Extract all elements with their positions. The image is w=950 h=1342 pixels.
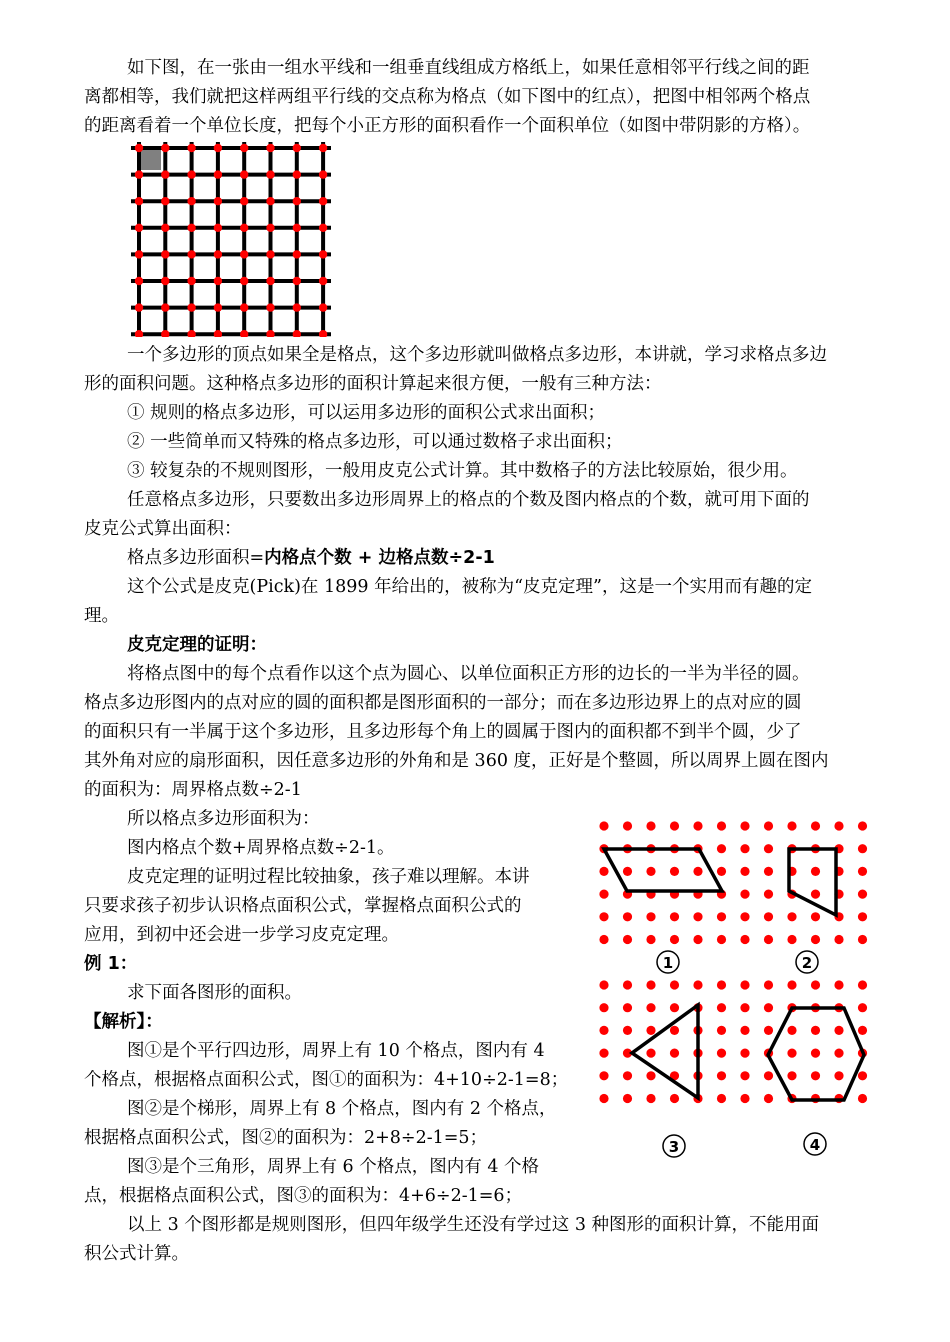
lattice-dot bbox=[764, 821, 773, 830]
lattice-dot bbox=[717, 1003, 726, 1012]
lattice-dot bbox=[764, 980, 773, 989]
proof-line-4: 其外角对应的扇形面积，因任意多边形的外角和是 360 度，正好是个整圆，所以周界上圆在图内 bbox=[84, 751, 829, 771]
lattice-dot bbox=[599, 980, 608, 989]
lattice-point bbox=[319, 250, 327, 258]
analysis-2a: 图②是个梯形，周界上有 8 个格点，图内有 2 个格点， bbox=[127, 1099, 557, 1119]
lattice-point bbox=[319, 144, 327, 152]
lattice-dot bbox=[599, 890, 608, 899]
lattice-dot bbox=[717, 844, 726, 853]
lattice-point bbox=[293, 197, 301, 205]
lattice-dot bbox=[717, 912, 726, 921]
method-1: ① 规则的格点多边形，可以运用多边形的面积公式求出面积； bbox=[127, 403, 606, 423]
lattice-point bbox=[135, 250, 143, 258]
lattice-point bbox=[293, 277, 301, 285]
lattice-dot bbox=[670, 1049, 679, 1058]
grid-diagram bbox=[131, 142, 331, 337]
lattice-dot bbox=[858, 935, 867, 944]
analysis-1a: 图①是个平行四边形，周界上有 10 个格点，图内有 4 bbox=[127, 1041, 545, 1061]
lattice-dot bbox=[787, 980, 796, 989]
lattice-point bbox=[187, 144, 195, 152]
proof-line-2: 格点多边形图内的点对应的圆的面积都是图形面积的一部分；而在多边形边界上的点对应的圆 bbox=[84, 693, 802, 713]
lattice-dot bbox=[858, 1003, 867, 1012]
lattice-point bbox=[161, 170, 169, 178]
pick-history-line-1: 这个公式是皮克(Pick)在 1899 年给出的，被称为“皮克定理”，这是一个实用而有趣的定 bbox=[127, 577, 812, 597]
lattice-dot bbox=[787, 1071, 796, 1080]
lattice-dot bbox=[599, 912, 608, 921]
lattice-dot bbox=[787, 821, 796, 830]
lattice-dot bbox=[646, 1003, 655, 1012]
lattice-point bbox=[319, 277, 327, 285]
lattice-dot bbox=[811, 980, 820, 989]
lattice-dot bbox=[670, 821, 679, 830]
lattice-point bbox=[214, 170, 222, 178]
dot-grid-figures bbox=[592, 808, 882, 1170]
lattice-dot bbox=[811, 1071, 820, 1080]
lattice-dot bbox=[740, 867, 749, 876]
method-2: ② 一些简单而又特殊的格点多边形，可以通过数格子求出面积； bbox=[127, 432, 623, 452]
figure-1-label bbox=[657, 951, 679, 973]
lattice-point bbox=[240, 144, 248, 152]
analysis-2b: 根据格点面积公式，图②的面积为：2+8÷2-1=5； bbox=[84, 1128, 488, 1148]
para-2-line-2: 形的面积问题。这种格点多边形的面积计算起来很方便，一般有三种方法： bbox=[84, 374, 662, 394]
lattice-point bbox=[161, 277, 169, 285]
lattice-dot bbox=[740, 912, 749, 921]
lattice-dot bbox=[764, 1003, 773, 1012]
proof-line-3: 的面积只有一半属于这个多边形，且多边形每个角上的圆属于图内的面积都不到半个圆，少了 bbox=[84, 722, 802, 742]
lattice-point bbox=[266, 224, 274, 232]
lattice-dot bbox=[646, 1094, 655, 1103]
lattice-dot bbox=[670, 912, 679, 921]
lattice-point bbox=[319, 303, 327, 311]
note-line-3: 应用，到初中还会进一步学习皮克定理。 bbox=[84, 925, 399, 945]
lattice-point bbox=[319, 170, 327, 178]
lattice-point bbox=[161, 303, 169, 311]
lattice-dot bbox=[693, 821, 702, 830]
lattice-dot bbox=[623, 821, 632, 830]
lattice-dot bbox=[646, 1026, 655, 1035]
lattice-dot bbox=[693, 935, 702, 944]
lattice-dot bbox=[740, 1026, 749, 1035]
lattice-point bbox=[293, 144, 301, 152]
lattice-dot bbox=[623, 1026, 632, 1035]
lattice-dot bbox=[670, 935, 679, 944]
lattice-dot bbox=[623, 935, 632, 944]
lattice-point bbox=[293, 330, 301, 337]
lattice-dot bbox=[693, 912, 702, 921]
lattice-point bbox=[240, 197, 248, 205]
lattice-dot bbox=[858, 844, 867, 853]
figure-3-triangle bbox=[632, 1005, 698, 1098]
lattice-point bbox=[214, 224, 222, 232]
lattice-dot bbox=[834, 1026, 843, 1035]
lattice-point bbox=[319, 224, 327, 232]
para-3-line-2: 皮克公式算出面积： bbox=[84, 519, 242, 539]
lattice-dot bbox=[764, 912, 773, 921]
lattice-dot bbox=[717, 821, 726, 830]
proof-line-6: 所以格点多边形面积为： bbox=[127, 809, 320, 829]
pick-history-line-2: 理。 bbox=[84, 606, 119, 626]
lattice-dot bbox=[599, 1071, 608, 1080]
lattice-point bbox=[187, 224, 195, 232]
lattice-point bbox=[266, 277, 274, 285]
lattice-dot bbox=[811, 821, 820, 830]
lattice-point bbox=[240, 330, 248, 337]
lattice-dot bbox=[717, 1026, 726, 1035]
method-3: ③ 较复杂的不规则图形，一般用皮克公式计算。其中数格子的方法比较原始，很少用。 bbox=[127, 461, 798, 481]
lattice-dot bbox=[646, 821, 655, 830]
lattice-dot bbox=[811, 867, 820, 876]
lattice-point bbox=[135, 330, 143, 337]
lattice-dot bbox=[858, 912, 867, 921]
lattice-dot bbox=[764, 844, 773, 853]
svg-text:3: 3 bbox=[668, 1138, 680, 1156]
para-2-line-1: 一个多边形的顶点如果全是格点，这个多边形就叫做格点多边形，本讲就，学习求格点多边 bbox=[127, 345, 827, 365]
lattice-dot bbox=[858, 980, 867, 989]
lattice-dot bbox=[858, 1094, 867, 1103]
note-line-2: 只要求孩子初步认识格点面积公式，掌握格点面积公式的 bbox=[84, 896, 522, 916]
lattice-point bbox=[187, 330, 195, 337]
proof-line-5: 的面积为：周界格点数÷2-1 bbox=[84, 780, 302, 800]
lattice-dot bbox=[646, 912, 655, 921]
figure-2-label bbox=[796, 951, 818, 973]
lattice-dot bbox=[787, 912, 796, 921]
lattice-dot bbox=[599, 867, 608, 876]
lattice-point bbox=[293, 303, 301, 311]
proof-heading: 皮克定理的证明： bbox=[127, 635, 267, 655]
analysis-heading: 【解析】： bbox=[84, 1012, 163, 1032]
svg-text:1: 1 bbox=[662, 954, 674, 972]
lattice-dot bbox=[599, 935, 608, 944]
lattice-point bbox=[214, 303, 222, 311]
lattice-point bbox=[187, 197, 195, 205]
formula-body: 内格点个数 + 边格点数÷2-1 bbox=[264, 548, 495, 568]
lattice-dot bbox=[764, 890, 773, 899]
lattice-dot bbox=[717, 1094, 726, 1103]
example-heading: 例 1： bbox=[84, 954, 138, 974]
lattice-dot bbox=[740, 821, 749, 830]
lattice-dot bbox=[834, 1049, 843, 1058]
lattice-dot bbox=[670, 980, 679, 989]
lattice-point bbox=[240, 303, 248, 311]
lattice-dot bbox=[740, 844, 749, 853]
conclusion-line-1: 以上 3 个图形都是规则图形，但四年级学生还没有学过这 3 种图形的面积计算，不能用面 bbox=[127, 1215, 820, 1235]
lattice-dot bbox=[834, 935, 843, 944]
analysis-3a: 图③是个三角形，周界上有 6 个格点，图内有 4 个格 bbox=[127, 1157, 540, 1177]
analysis-1b: 个格点，根据格点面积公式，图①的面积为：4+10÷2-1=8； bbox=[84, 1070, 569, 1090]
lattice-point bbox=[161, 224, 169, 232]
lattice-dot bbox=[646, 867, 655, 876]
lattice-point bbox=[214, 197, 222, 205]
lattice-point bbox=[240, 250, 248, 258]
figure-3-label bbox=[663, 1135, 685, 1157]
lattice-point bbox=[266, 250, 274, 258]
lattice-point bbox=[266, 197, 274, 205]
formula-prefix: 格点多边形面积= bbox=[127, 548, 265, 568]
lattice-dot bbox=[811, 1049, 820, 1058]
figure-4-label bbox=[804, 1133, 826, 1155]
lattice-dot bbox=[811, 1026, 820, 1035]
lattice-dot bbox=[764, 1094, 773, 1103]
lattice-dot bbox=[764, 1071, 773, 1080]
lattice-point bbox=[293, 170, 301, 178]
lattice-point bbox=[161, 197, 169, 205]
lattice-dot bbox=[740, 1094, 749, 1103]
lattice-dot bbox=[646, 1049, 655, 1058]
lattice-dot bbox=[717, 867, 726, 876]
conclusion-line-2: 积公式计算。 bbox=[84, 1244, 189, 1264]
lattice-dot bbox=[811, 935, 820, 944]
lattice-dot bbox=[787, 935, 796, 944]
lattice-dot bbox=[693, 980, 702, 989]
lattice-point bbox=[293, 250, 301, 258]
shaded-unit-square bbox=[139, 148, 161, 170]
lattice-dot bbox=[834, 980, 843, 989]
lattice-dot bbox=[623, 980, 632, 989]
lattice-point bbox=[214, 330, 222, 337]
note-line-1: 皮克定理的证明过程比较抽象，孩子难以理解。本讲 bbox=[127, 867, 530, 887]
lattice-point bbox=[319, 197, 327, 205]
lattice-dot bbox=[787, 1026, 796, 1035]
analysis-3b: 点，根据格点面积公式，图③的面积为：4+6÷2-1=6； bbox=[84, 1186, 523, 1206]
lattice-dot bbox=[646, 1071, 655, 1080]
lattice-point bbox=[135, 197, 143, 205]
lattice-point bbox=[214, 144, 222, 152]
lattice-point bbox=[187, 250, 195, 258]
lattice-point bbox=[266, 170, 274, 178]
lattice-dot bbox=[787, 1049, 796, 1058]
lattice-dot bbox=[858, 867, 867, 876]
lattice-point bbox=[266, 144, 274, 152]
lattice-dot bbox=[834, 821, 843, 830]
lattice-point bbox=[240, 170, 248, 178]
lattice-dot bbox=[670, 1094, 679, 1103]
lattice-dot bbox=[670, 1026, 679, 1035]
intro-line-1: 如下图，在一张由一组水平线和一组垂直线组成方格纸上，如果任意相邻平行线之间的距 bbox=[127, 58, 810, 78]
lattice-dot bbox=[717, 1049, 726, 1058]
lattice-dot bbox=[623, 867, 632, 876]
lattice-dot bbox=[599, 1049, 608, 1058]
svg-text:4: 4 bbox=[809, 1136, 821, 1154]
lattice-dot bbox=[764, 867, 773, 876]
proof-line-1: 将格点图中的每个点看作以这个点为圆心、以单位面积正方形的边长的一半为半径的圆。 bbox=[127, 664, 810, 684]
lattice-dot bbox=[623, 1003, 632, 1012]
lattice-dot bbox=[717, 935, 726, 944]
lattice-point bbox=[214, 277, 222, 285]
lattice-point bbox=[266, 303, 274, 311]
lattice-point bbox=[240, 277, 248, 285]
lattice-dot bbox=[670, 867, 679, 876]
figure-1-parallelogram bbox=[604, 849, 722, 891]
lattice-dot bbox=[740, 1003, 749, 1012]
lattice-point bbox=[293, 224, 301, 232]
lattice-dot bbox=[599, 1003, 608, 1012]
lattice-dot bbox=[717, 1071, 726, 1080]
lattice-dot bbox=[764, 1026, 773, 1035]
lattice-dot bbox=[858, 821, 867, 830]
lattice-dot bbox=[764, 935, 773, 944]
lattice-dot bbox=[740, 980, 749, 989]
lattice-point bbox=[135, 277, 143, 285]
lattice-point bbox=[135, 224, 143, 232]
lattice-dot bbox=[599, 1094, 608, 1103]
lattice-point bbox=[135, 303, 143, 311]
lattice-point bbox=[135, 144, 143, 152]
lattice-dot bbox=[858, 890, 867, 899]
lattice-dot bbox=[599, 821, 608, 830]
lattice-point bbox=[214, 250, 222, 258]
lattice-dot bbox=[740, 1071, 749, 1080]
figure-2-trapezoid bbox=[789, 849, 836, 915]
lattice-dot bbox=[811, 912, 820, 921]
lattice-point bbox=[319, 330, 327, 337]
lattice-dot bbox=[740, 935, 749, 944]
lattice-point bbox=[135, 170, 143, 178]
svg-text:2: 2 bbox=[801, 954, 813, 972]
lattice-dot bbox=[693, 867, 702, 876]
lattice-point bbox=[266, 330, 274, 337]
lattice-point bbox=[187, 170, 195, 178]
lattice-dot bbox=[599, 1026, 608, 1035]
lattice-dot bbox=[623, 912, 632, 921]
lattice-point bbox=[187, 277, 195, 285]
lattice-dot bbox=[811, 890, 820, 899]
lattice-point bbox=[240, 224, 248, 232]
lattice-dot bbox=[623, 1094, 632, 1103]
lattice-point bbox=[161, 250, 169, 258]
lattice-dot bbox=[858, 1026, 867, 1035]
lattice-dot bbox=[646, 935, 655, 944]
intro-line-2: 离都相等，我们就把这样两组平行线的交点称为格点（如下图中的红点），把图中相邻两个格点 bbox=[84, 87, 811, 107]
lattice-point bbox=[161, 330, 169, 337]
proof-line-7: 图内格点个数+周界格点数÷2-1。 bbox=[127, 838, 395, 858]
lattice-dot bbox=[623, 1071, 632, 1080]
lattice-dot bbox=[858, 1071, 867, 1080]
lattice-dot bbox=[646, 980, 655, 989]
lattice-dot bbox=[834, 1071, 843, 1080]
lattice-dot bbox=[740, 1049, 749, 1058]
example-question: 求下面各图形的面积。 bbox=[127, 983, 302, 1003]
lattice-point bbox=[187, 303, 195, 311]
lattice-dot bbox=[740, 890, 749, 899]
formula-line bbox=[127, 544, 880, 573]
lattice-dot bbox=[670, 1003, 679, 1012]
lattice-point bbox=[161, 144, 169, 152]
intro-line-3: 的距离看着一个单位长度，把每个小正方形的面积看作一个面积单位（如图中带阴影的方格）。 bbox=[84, 116, 811, 136]
para-3-line-1: 任意格点多边形，只要数出多边形周界上的格点的个数及图内格点的个数，就可用下面的 bbox=[127, 490, 810, 510]
lattice-dot bbox=[717, 980, 726, 989]
